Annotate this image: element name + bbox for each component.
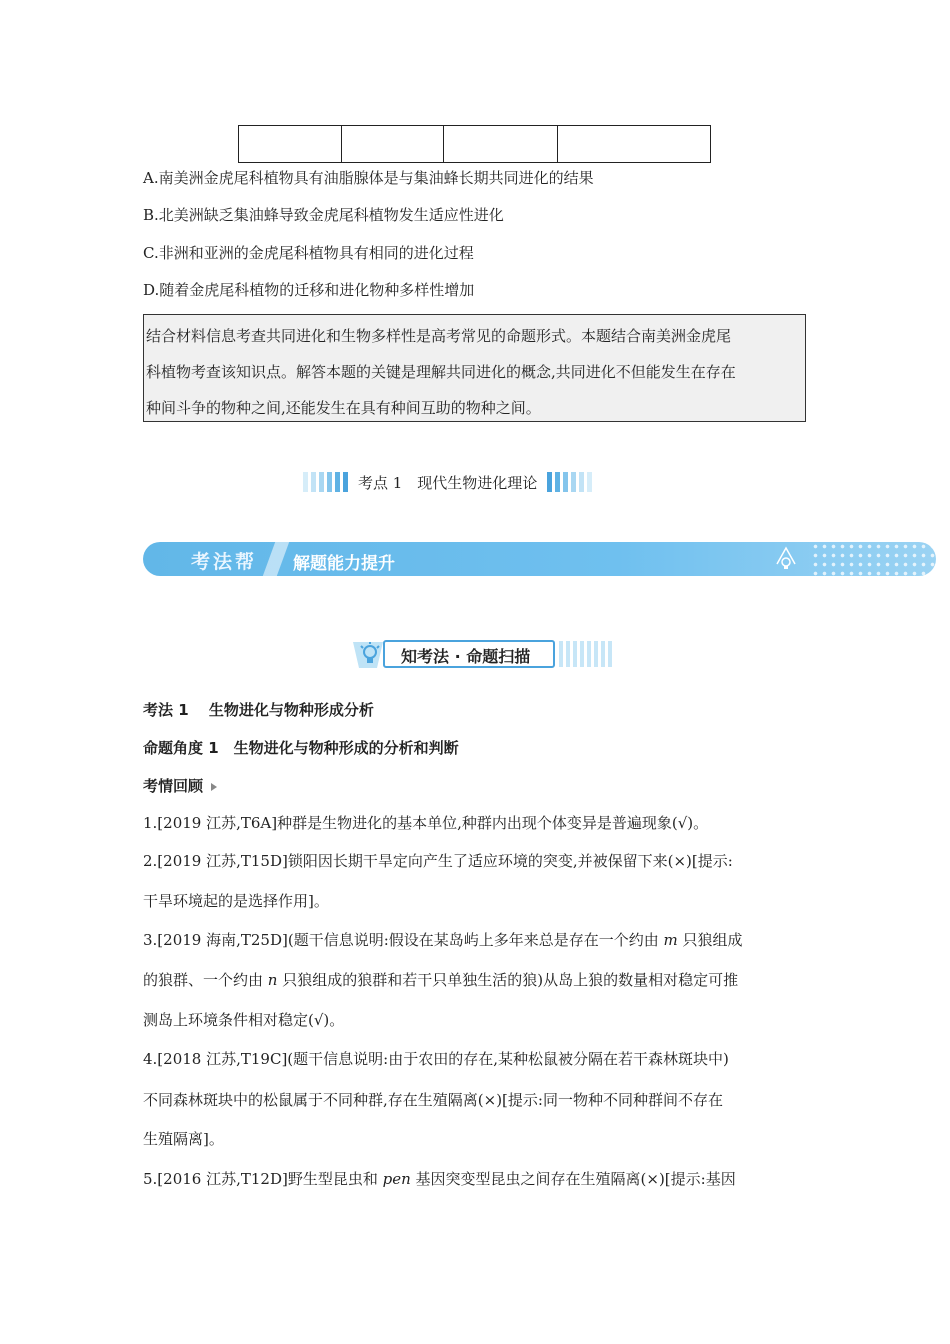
option-b: B.北美洲缺乏集油蜂导致金虎尾科植物发生适应性进化 — [143, 206, 504, 224]
review-item-3-line-3: 测岛上环境条件相对稳定(√)。 — [143, 1011, 345, 1029]
angle-heading: 命题角度 1 生物进化与物种形成的分析和判断 — [143, 739, 459, 757]
banner-sub-label: 解题能力提升 — [293, 554, 395, 574]
banner-divider — [263, 542, 289, 576]
stripes-decoration — [559, 641, 612, 667]
play-icon — [211, 783, 217, 791]
left-stripes-decoration — [303, 472, 348, 492]
text: 只狼组成 — [677, 931, 743, 949]
method-heading: 考法 1 生物进化与物种形成分析 — [143, 701, 374, 719]
text: 3.[2019 海南,T25D](题干信息说明:假设在某岛屿上多年来总是存在一个约由 — [143, 931, 664, 949]
analysis-line: 科植物考查该知识点。解答本题的关键是理解共同进化的概念,共同进化不但能发生在存在 — [146, 363, 736, 381]
option-d: D.随着金虎尾科植物的迁移和进化物种多样性增加 — [143, 281, 475, 299]
review-item-2-line-1: 2.[2019 江苏,T15D]锁阳因长期干旱定向产生了适应环境的突变,并被保留下来(×)[提示: — [143, 852, 733, 870]
answer-table — [238, 125, 711, 163]
banner-main-label: 考法帮 — [191, 551, 258, 573]
text: 基因突变型昆虫之间存在生殖隔离(×)[提示:基因 — [410, 1170, 736, 1188]
sub-banner-title: 知考法 · 命题扫描 — [401, 647, 531, 666]
option-a: A.南美洲金虎尾科植物具有油脂腺体是与集油蜂长期共同进化的结果 — [143, 169, 594, 187]
analysis-box — [143, 314, 806, 422]
table-cell — [239, 126, 342, 162]
option-c: C.非洲和亚洲的金虎尾科植物具有相同的进化过程 — [143, 244, 474, 262]
analysis-line: 结合材料信息考查共同进化和生物多样性是高考常见的命题形式。本题结合南美洲金虎尾 — [146, 327, 732, 345]
review-item-1: 1.[2019 江苏,T6A]种群是生物进化的基本单位,种群内出现个体变异是普遍现象(√)。 — [143, 814, 709, 832]
section-title-text: 考点 1 现代生物进化理论 — [358, 473, 538, 492]
sub-banner — [353, 640, 598, 670]
method-banner — [143, 542, 936, 576]
text: 5.[2016 江苏,T12D]野生型昆虫和 — [143, 1170, 383, 1188]
dots-decoration — [811, 542, 936, 576]
review-item-4-line-2: 不同森林斑块中的松鼠属于不同种群,存在生殖隔离(×)[提示:同一物种不同种群间不存在 — [143, 1091, 723, 1109]
table-cell — [444, 126, 558, 162]
lightbulb-icon — [775, 546, 797, 576]
bulb-icon — [353, 640, 387, 674]
review-heading: 考情回顾 — [143, 777, 204, 795]
table-cell — [342, 126, 444, 162]
variable-m: m — [663, 931, 678, 949]
analysis-line: 种间斗争的物种之间,还能发生在具有种间互助的物种之间。 — [146, 399, 541, 417]
table-cell — [558, 126, 710, 162]
text: 的狼群、一个约由 — [143, 971, 268, 989]
variable-n: n — [267, 971, 278, 989]
review-item-3-line-2 — [143, 970, 738, 990]
right-stripes-decoration — [547, 472, 592, 492]
text: 只狼组成的狼群和若干只单独生活的狼)从岛上狼的数量相对稳定可推 — [277, 971, 739, 989]
review-item-4-line-3: 生殖隔离]。 — [143, 1130, 224, 1148]
review-item-3-line-1 — [143, 930, 743, 950]
variable-pen: pen — [382, 1170, 411, 1188]
review-item-5 — [143, 1169, 736, 1189]
review-item-4-line-1: 4.[2018 江苏,T19C](题干信息说明:由于农田的存在,某种松鼠被分隔在若干森林斑块中) — [143, 1050, 729, 1068]
review-item-2-line-2: 干旱环境起的是选择作用]。 — [143, 892, 329, 910]
section-title — [303, 471, 592, 493]
review-heading-row — [143, 776, 217, 796]
